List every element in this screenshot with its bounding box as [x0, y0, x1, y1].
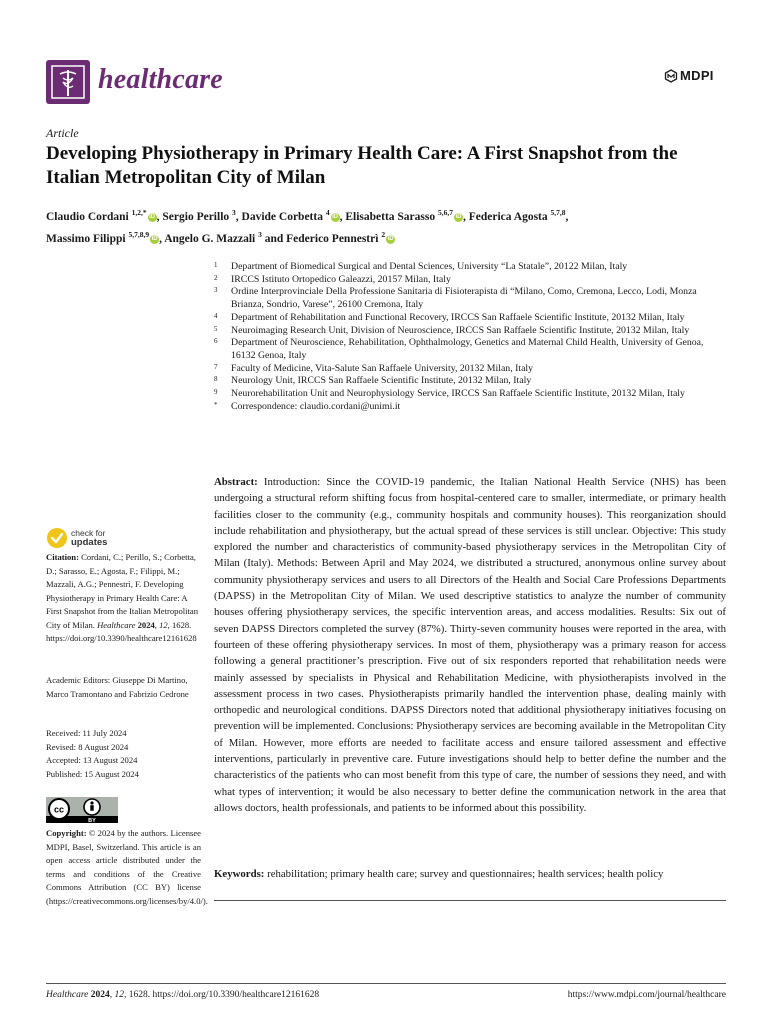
publication-date: Accepted: 13 August 2024 — [46, 755, 138, 765]
check-updates-icon — [46, 527, 68, 549]
author-affiliation-marker: 2 — [381, 229, 386, 239]
affiliation-text: Neurorehabilitation Unit and Neurophysiology Service, IRCCS San Raffaele Scientific Institute, 20132 Milan, Italy — [231, 388, 685, 400]
affiliation-item — [214, 388, 726, 401]
footer-citation: Healthcare 2024, 12, 1628. https://doi.org/10.3390/healthcare12161628 — [46, 990, 320, 1000]
publication-date: Received: 11 July 2024 — [46, 728, 127, 738]
author-separator: , — [339, 210, 346, 223]
caduceus-icon — [46, 60, 90, 104]
publisher-name: MDPI — [680, 68, 714, 83]
orcid-icon[interactable]: iD — [332, 213, 339, 220]
citation-block: Citation: Cordani, C.; Perillo, S.; Corbetta, D.; Sarasso, E.; Agosta, F.; Filippi, M.; Mazzali, A.G.; Pennestrì, F. Developing Physiotherapy in Primary Health Care: A First Snapshot from the Italian Metropolitan City of Milan. Healthcare 2024, 12, 1628. https://doi.org/10.3390/healthcare12161628 — [46, 552, 199, 643]
author-name[interactable]: Federico Pennestrì — [286, 232, 379, 245]
author-name[interactable]: Sergio Perillo — [162, 210, 230, 223]
affiliation-text: Neurology Unit, IRCCS San Raffaele Scientific Institute, 20132 Milan, Italy — [231, 375, 532, 387]
paper-title: Developing Physiotherapy in Primary Health Care: A First Snapshot from the Italian Metropolitan City of Milan — [46, 143, 678, 188]
journal-name: healthcare — [98, 64, 223, 95]
affiliation-text: Department of Rehabilitation and Functional Recovery, IRCCS San Raffaele Scientific Institute, 20132 Milan, Italy — [231, 311, 685, 323]
affiliation-number: 7 — [214, 362, 218, 371]
author-affiliation-marker: 3 — [232, 208, 236, 217]
affiliation-item — [214, 274, 726, 287]
footer-journal-url[interactable]: https://www.mdpi.com/journal/healthcare — [567, 990, 726, 1000]
keywords-divider — [214, 900, 726, 901]
affiliation-item — [214, 363, 726, 376]
cc-by-license-icon[interactable] — [46, 797, 118, 823]
affiliation-number: 6 — [214, 337, 218, 346]
article-type: Article — [46, 126, 79, 140]
affiliation-text: IRCCS Istituto Ortopedico Galeazzi, 20157 Milan, Italy — [231, 273, 451, 285]
citation-journal: Healthcare — [97, 619, 136, 630]
author-name[interactable]: Elisabetta Sarasso — [345, 210, 436, 223]
author-separator: , — [159, 232, 165, 245]
citation-label: Citation: — [46, 552, 79, 562]
affiliation-item — [214, 325, 726, 338]
author-affiliation-marker: 5,6,7 — [438, 208, 453, 217]
orcid-icon[interactable]: iD — [387, 235, 394, 242]
affiliation-number: * — [214, 400, 218, 409]
author-affiliation-marker: 5,7,8 — [550, 208, 566, 217]
publication-dates — [46, 727, 201, 781]
copyright-text: © 2024 by the authors. Licensee MDPI, Basel, Switzerland. This article is an open access article distributed under the terms and conditions of the Creative Commons Attribution (CC BY) license (https://creativecommons.org/licenses/by/4.0/). — [46, 828, 208, 906]
footer-journal: Healthcare — [46, 990, 89, 1000]
publication-date: Published: 15 August 2024 — [46, 768, 139, 779]
affiliation-number: 5 — [214, 324, 218, 333]
orcid-icon[interactable]: iD — [151, 235, 158, 242]
author-list — [46, 204, 726, 248]
author-affiliation-marker: 3 — [258, 229, 262, 239]
affiliations — [214, 261, 726, 413]
affiliation-item — [214, 337, 726, 362]
footer-divider — [46, 983, 726, 984]
author-affiliation-marker: 4 — [325, 208, 330, 217]
author-affiliation-marker: 5,7,8,9 — [128, 229, 150, 239]
author-separator: , — [235, 210, 242, 223]
author-name[interactable]: Davide Corbetta — [241, 210, 323, 223]
author-separator: and — [261, 232, 287, 245]
author-name[interactable]: Massimo Filippi — [46, 232, 126, 245]
affiliation-number: 4 — [214, 311, 218, 320]
affiliation-number: 2 — [214, 273, 218, 282]
abstract-label: Abstract: — [214, 476, 258, 488]
author-separator: , — [463, 210, 469, 223]
author-separator: , — [156, 210, 163, 223]
orcid-icon[interactable]: iD — [455, 213, 462, 220]
author-name[interactable]: Federica Agosta — [468, 210, 548, 223]
svg-text:cc: cc — [53, 804, 65, 815]
affiliation-text: Ordine Interprovinciale Della Professione Sanitaria di Fisioterapista di “Milano, Como, Cremona, Lecco, Lodi, Monza Brianza, Sondrio, Varese”, 26100 Cremona, Italy — [231, 286, 697, 311]
copyright-label: Copyright: — [46, 828, 87, 838]
affiliation-item — [214, 375, 726, 388]
affiliation-text: Faculty of Medicine, Vita-Salute San Raffaele University, 20132 Milan, Italy — [231, 362, 534, 374]
orcid-icon[interactable]: iD — [149, 213, 156, 220]
keywords-label: Keywords: — [214, 868, 265, 880]
author-name[interactable]: Angelo G. Mazzali — [164, 232, 256, 245]
check-updates-line1: check for — [71, 527, 106, 538]
citation-volume: 12 — [159, 619, 168, 630]
footer-volume: 12 — [114, 990, 125, 1000]
affiliation-number: 9 — [214, 388, 218, 397]
affiliation-item — [214, 286, 726, 311]
author-name[interactable]: Claudio Cordani — [46, 210, 129, 223]
svg-text:BY: BY — [88, 818, 96, 823]
keywords — [214, 866, 726, 882]
citation-year: 2024 — [137, 619, 155, 630]
abstract-text: Introduction: Since the COVID-19 pandemic, the Italian National Health Service (NHS) has been undergoing a structural reform shifting focus from hospital-centered care to smaller, intermediate, or primary health facilities closer to the community (e.g., community hospitals and community houses). This reorganization should include rehabilitation and physiotherapy, but the actual spread of these services is still unclear. Objective: This study explored the number and characteristics of community-based physiotherapy services in the Metropolitan City of Milan (Italy). Methods: Between April and May 2024, we distributed a structured, anonymous online survey about community physiotherapy services and users to all Directors of the Health and Social Care Professions Departments (DAPSS) in the Metropolitan City of Milan. We used descriptive statistics to analyze the number of community houses offering physiotherapy services, the specific intervention areas, and access modalities. Results: Six out of seven DAPSS Directors completed the survey (87%). Thirty-seven community houses were reported in the area, with fourteen of these offering physiotherapy services. In most of them, physiotherapy was a primary reason for access following a general practitioner’s prescription. Five out of six responders reported that rehabilitation needs were mainly assessed by specialists in Physical and Rehabilitation Medicine, with physiotherapists involved in the assessment process in two cases. Physiotherapists primarily handled the intervention phase, dealing mainly with orthopedic and neurological conditions. DAPSS Directors noted that additional physiotherapy initiatives focusing on prevention will be implemented. Conclusions: Physiotherapy services are becoming available in the Metropolitan City of Milan. However, more efforts are needed to facilitate access and ensure tailored assessment and effective interventions, particularly in preventive care. Future investigations should help to better define the number and the characteristics of the patients who can most benefit from this type of care, the number of sessions they need, and with what types of intervention; it would be also necessary to better define the communication network in the area that allows doctors, health professionals, and patients to be informed about this possibility. — [214, 476, 726, 814]
affiliation-text: Neuroimaging Research Unit, Division of Neuroscience, IRCCS San Raffaele Scientific Institute, 20132 Milan, Italy — [231, 324, 690, 336]
citation-doi[interactable]: , 1628. https://doi.org/10.3390/healthcare12161628 — [46, 619, 197, 643]
affiliation-number: 3 — [214, 286, 218, 295]
keywords-text: rehabilitation; primary health care; survey and questionnaires; health services; health policy — [267, 868, 664, 880]
abstract — [214, 474, 726, 816]
citation-text: Cordani, C.; Perillo, S.; Corbetta, D.; Sarasso, E.; Agosta, F.; Filippi, M.; Mazzali, A.G.; Pennestrì, F. Developing Physiotherapy in Primary Health Care: A First Snapshot from the Italian Metropolitan City of Milan. — [46, 552, 199, 630]
footer-doi[interactable]: , 1628. https://doi.org/10.3390/healthcare12161628 — [124, 990, 320, 1000]
mdpi-hex-icon — [664, 69, 678, 83]
affiliation-text: Department of Biomedical Surgical and Dental Sciences, University “La Statale”, 20122 Milan, Italy — [231, 261, 628, 272]
author-affiliation-marker: 1,2,* — [131, 208, 147, 217]
publisher-logo — [664, 68, 714, 83]
check-updates-line2: updates — [71, 537, 108, 548]
affiliation-item — [214, 312, 726, 325]
affiliation-text: Department of Neuroscience, Rehabilitation, Ophthalmology, Genetics and Maternal Child Health, University of Genoa, 16132 Genoa, Italy — [231, 337, 704, 361]
academic-editors: Academic Editors: Giuseppe Di Martino, Marco Tramontano and Fabrizio Cedrone — [46, 675, 189, 699]
affiliation-number: 1 — [214, 261, 218, 269]
author-separator: , — [565, 210, 569, 223]
affiliation-item — [214, 261, 726, 274]
affiliation-text: Correspondence: claudio.cordani@unimi.it — [231, 400, 401, 412]
copyright-block — [46, 827, 208, 908]
publication-date: Revised: 8 August 2024 — [46, 741, 129, 752]
affiliation-item — [214, 401, 726, 414]
footer-year: 2024 — [90, 990, 110, 1000]
journal-logo — [46, 60, 90, 104]
affiliation-number: 8 — [214, 375, 218, 384]
check-for-updates-button[interactable] — [46, 527, 107, 549]
